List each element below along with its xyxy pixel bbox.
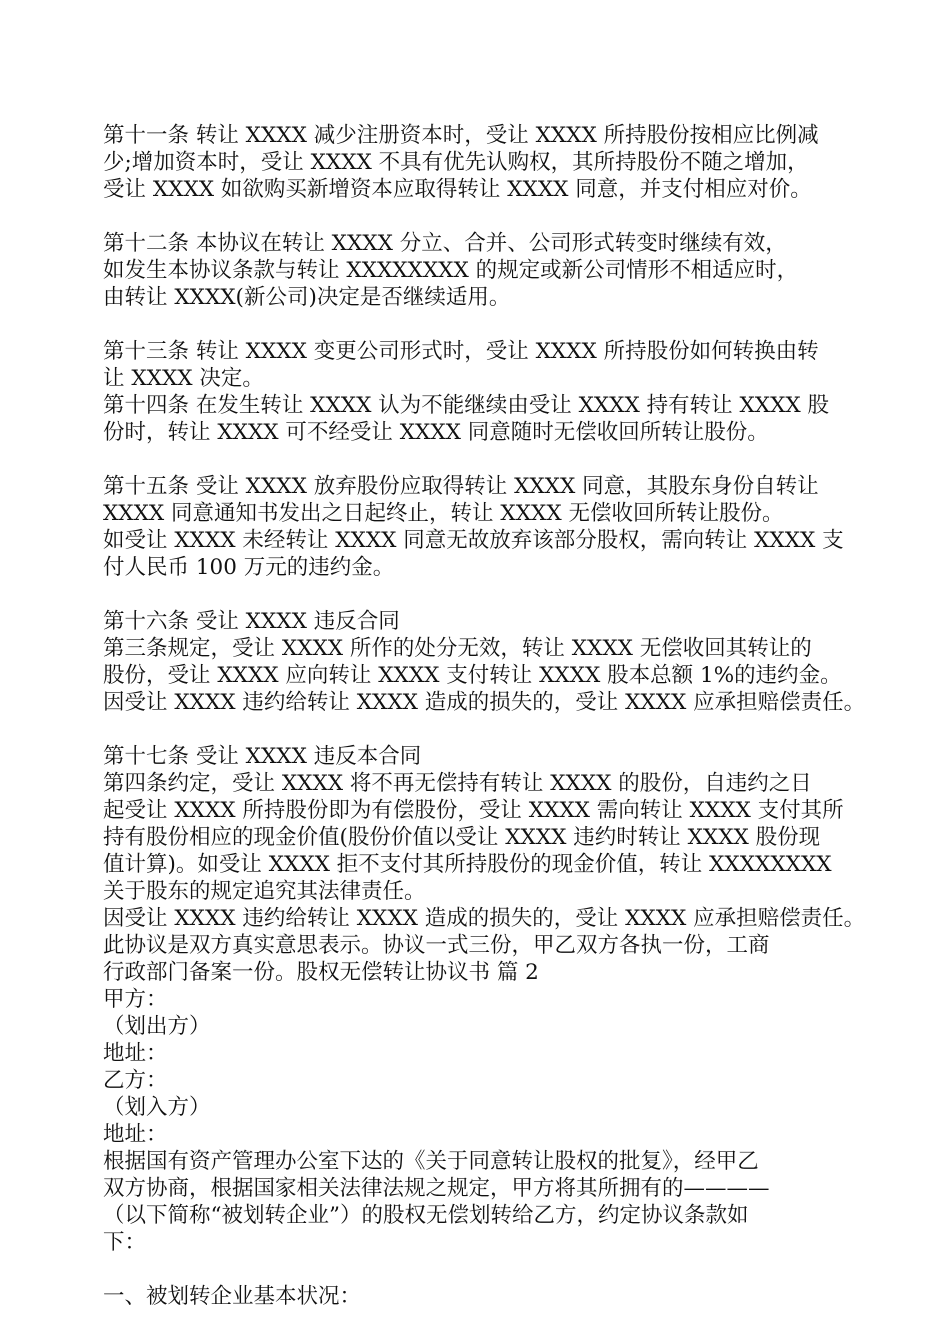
text-line: 下： <box>103 1230 147 1255</box>
text-line: 份时，转让 XXXX 可不经受让 XXXX 同意随时无偿收回所转让股份。 <box>103 420 769 445</box>
text-line: 付人民币 100 万元的违约金。 <box>103 555 395 580</box>
text-line: 受让 XXXX 如欲购买新增资本应取得转让 XXXX 同意，并支付相应对价。 <box>103 177 812 202</box>
text-line: 第十六条 受让 XXXX 违反合同 <box>103 609 400 634</box>
text-line: 第十四条 在发生转让 XXXX 认为不能继续由受让 XXXX 持有转让 XXXX 股 <box>103 393 830 418</box>
text-line: 第十二条 本协议在转让 XXXX 分立、合并、公司形式转变时继续有效， <box>103 231 787 256</box>
text-line: 由转让 XXXX(新公司)决定是否继续适用。 <box>103 285 511 310</box>
text-line: 因受让 XXXX 违约给转让 XXXX 造成的损失的，受让 XXXX 应承担赔偿责任。 <box>103 690 866 715</box>
text-line: 此协议是双方真实意思表示。协议一式三份，甲乙双方各执一份，工商 <box>103 933 770 958</box>
text-line: 让 XXXX 决定。 <box>103 366 264 391</box>
text-line: 起受让 XXXX 所持股份即为有偿股份，受让 XXXX 需向转让 XXXX 支付其所 <box>103 798 844 823</box>
text-line: 第十七条 受让 XXXX 违反本合同 <box>103 744 422 769</box>
article-14 <box>103 392 873 446</box>
text-line: 股份，受让 XXXX 应向转让 XXXX 支付转让 XXXX 股本总额 1%的违约金。 <box>103 663 842 688</box>
text-line: 如受让 XXXX 未经转让 XXXX 同意无故放弃该部分股权，需向转让 XXXX 支 <box>103 528 844 553</box>
text-line: 少;增加资本时，受让 XXXX 不具有优先认购权，其所持股份不随之增加， <box>103 150 809 175</box>
article-12 <box>103 230 873 311</box>
text-line: 第十五条 受让 XXXX 放弃股份应取得转让 XXXX 同意，其股东身份自转让 <box>103 474 819 499</box>
article-16 <box>103 608 873 716</box>
party-b-role: （划入方） <box>103 1095 211 1120</box>
article-13 <box>103 338 873 392</box>
article-11 <box>103 122 873 203</box>
document-body <box>103 122 873 1310</box>
party-a-role: （划出方） <box>103 1014 211 1039</box>
text-line: 关于股东的规定追究其法律责任。 <box>103 879 426 904</box>
text-line: 双方协商，根据国家相关法律法规之规定，甲方将其所拥有的———— <box>103 1176 770 1201</box>
text-line: 因受让 XXXX 违约给转让 XXXX 造成的损失的，受让 XXXX 应承担赔偿责任。 <box>103 906 866 931</box>
party-a-label: 甲方： <box>103 987 168 1012</box>
party-a-address-label: 地址： <box>103 1041 168 1066</box>
party-b-label: 乙方： <box>103 1068 168 1093</box>
text-line: 第十一条 转让 XXXX 减少注册资本时，受让 XXXX 所持股份按相应比例减 <box>103 123 819 148</box>
text-line: 如发生本协议条款与转让 XXXXXXXX 的规定或新公司情形不相适应时， <box>103 258 799 283</box>
text-line: XXXX 同意通知书发出之日起终止，转让 XXXX 无偿收回所转让股份。 <box>103 501 784 526</box>
text-line: 第三条规定，受让 XXXX 所作的处分无效，转让 XXXX 无偿收回其转让的 <box>103 636 812 661</box>
text-line: 第四条约定，受让 XXXX 将不再无偿持有转让 XXXX 的股份，自违约之日 <box>103 771 812 796</box>
text-line: 第十三条 转让 XXXX 变更公司形式时，受让 XXXX 所持股份如何转换由转 <box>103 339 819 364</box>
text-line: 根据国有资产管理办公室下达的《关于同意转让股权的批复》，经甲乙 <box>103 1149 759 1174</box>
section-heading: 一、被划转企业基本状况： <box>103 1284 362 1309</box>
text-line: 行政部门备案一份。股权无偿转让协议书 篇 2 <box>103 960 539 985</box>
party-b-address-label: 地址： <box>103 1122 168 1147</box>
article-17-and-agreement-2 <box>103 743 873 1256</box>
text-line: 持有股份相应的现金价值(股份价值以受让 XXXX 违约时转让 XXXX 股份现 <box>103 825 821 850</box>
text-line: 值计算)。如受让 XXXX 拒不支付其所持股份的现金价值，转让 XXXXXXXX <box>103 852 832 877</box>
section-1-heading <box>103 1283 873 1310</box>
article-15 <box>103 473 873 581</box>
text-line: （以下简称“被划转企业”）的股权无偿划转给乙方，约定协议条款如 <box>103 1203 749 1228</box>
